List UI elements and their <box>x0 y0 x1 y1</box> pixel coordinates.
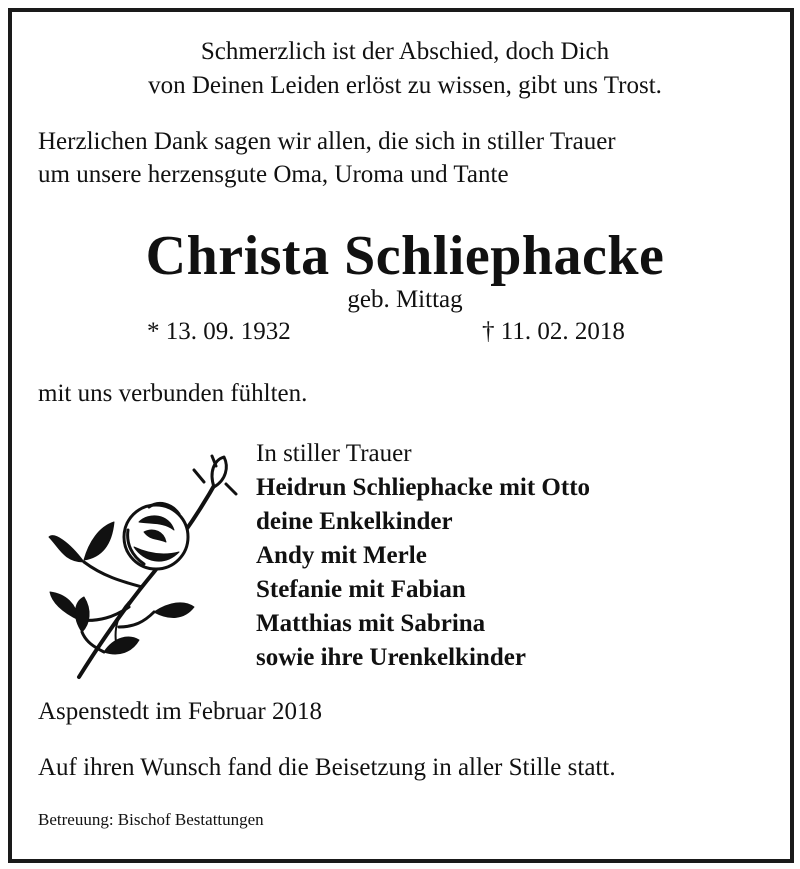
birth-date: * 13. 09. 1932 <box>147 318 291 345</box>
obituary-notice <box>8 8 794 863</box>
mourner-name: Andy mit Merle <box>256 542 427 569</box>
mourners-heading: In stiller Trauer <box>256 440 412 467</box>
undertaker-credit: Betreuung: Bischof Bestattungen <box>38 810 264 829</box>
mourner-name: Matthias mit Sabrina <box>256 610 486 637</box>
burial-note: Auf ihren Wunsch fand die Beisetzung in aller Stille statt. <box>38 754 616 781</box>
mourner-name: Stefanie mit Fabian <box>256 576 466 603</box>
thanks-line-1: Herzlichen Dank sagen wir allen, die sich in stiller Trauer <box>38 128 616 155</box>
thanks-line-2: um unsere herzensgute Oma, Uroma und Tante <box>38 161 509 188</box>
mourner-name: Heidrun Schliephacke mit Otto <box>256 474 591 501</box>
thanks-end: mit uns verbunden fühlten. <box>38 380 308 407</box>
death-date: † 11. 02. 2018 <box>482 318 625 345</box>
place-date: Aspenstedt im Februar 2018 <box>38 698 322 725</box>
maiden-name: geb. Mittag <box>347 286 463 313</box>
intro-line-1: Schmerzlich ist der Abschied, doch Dich <box>200 38 610 65</box>
intro-line-2: von Deinen Leiden erlöst zu wissen, gibt uns Trost. <box>148 72 662 99</box>
mourner-name: sowie ihre Urenkelkinder <box>256 644 526 671</box>
mourner-name: deine Enkelkinder <box>256 508 453 535</box>
rose-icon <box>44 452 239 682</box>
deceased-name: Christa Schliephacke <box>145 225 665 287</box>
